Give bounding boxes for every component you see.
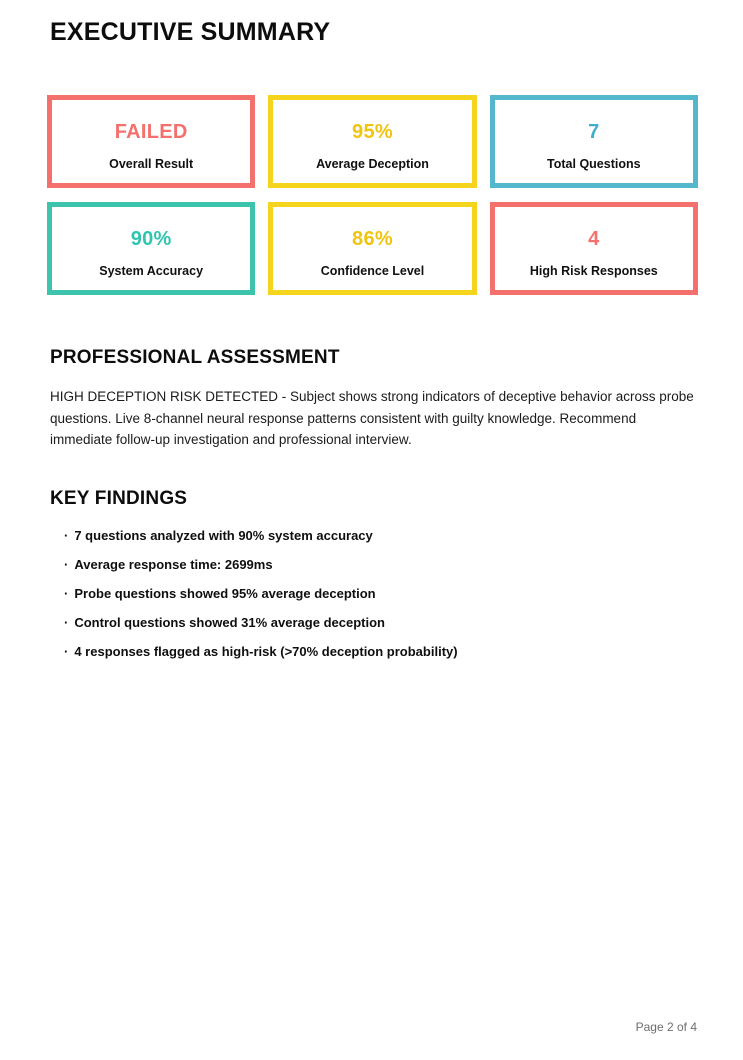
- finding-text: 7 questions analyzed with 90% system accuracy: [74, 527, 373, 543]
- metric-value: FAILED: [114, 120, 188, 143]
- professional-assessment-heading: PROFESSIONAL ASSESSMENT: [50, 347, 340, 368]
- finding-item: [64, 645, 693, 658]
- bullet-glyph: ·: [64, 585, 69, 601]
- metric-card-confidence-level: [268, 202, 476, 295]
- metric-label: Overall Result: [109, 156, 194, 171]
- metric-label: System Accuracy: [99, 263, 204, 278]
- metric-card-overall-result: [47, 95, 255, 188]
- metric-value: 7: [588, 120, 600, 143]
- finding-text: Average response time: 2699ms: [74, 556, 273, 572]
- finding-item: [64, 616, 693, 629]
- key-findings-list: [64, 529, 693, 658]
- page-number: Page 2 of 4: [635, 1020, 697, 1034]
- bullet-glyph: ·: [64, 614, 69, 630]
- finding-item: [64, 529, 693, 542]
- bullet-glyph: ·: [64, 527, 69, 543]
- report-page: [0, 16, 743, 1060]
- finding-item: [64, 558, 693, 571]
- finding-text: Control questions showed 31% average deception: [74, 614, 385, 630]
- metric-value: 86%: [352, 227, 393, 250]
- bullet-glyph: ·: [64, 643, 69, 659]
- bullet-glyph: ·: [64, 556, 69, 572]
- metric-label: High Risk Responses: [529, 263, 658, 278]
- page-title: EXECUTIVE SUMMARY: [50, 18, 331, 46]
- metric-label: Average Deception: [316, 156, 429, 171]
- metric-card-average-deception: [268, 95, 476, 188]
- key-findings-heading: KEY FINDINGS: [50, 487, 188, 509]
- metric-card-total-questions: [490, 95, 698, 188]
- metric-value: 95%: [352, 120, 393, 143]
- metric-label: Total Questions: [547, 156, 641, 171]
- professional-assessment-body: HIGH DECEPTION RISK DETECTED - Subject shows strong indicators of deceptive behavior across probe questions. Live 8-channel neural response patterns consistent with guilty knowledge. Recommend immediate follow-up investigation and professional interview.: [50, 389, 694, 447]
- finding-item: [64, 587, 693, 600]
- finding-text: 4 responses flagged as high-risk (>70% deception probability): [74, 643, 458, 659]
- metric-label: Confidence Level: [320, 263, 425, 278]
- finding-text: Probe questions showed 95% average deception: [74, 585, 376, 601]
- metric-card-system-accuracy: [47, 202, 255, 295]
- metric-value: 90%: [130, 227, 172, 250]
- metric-card-high-risk-responses: [490, 202, 698, 295]
- metric-value: 4: [588, 227, 600, 250]
- summary-cards-grid: [47, 95, 698, 295]
